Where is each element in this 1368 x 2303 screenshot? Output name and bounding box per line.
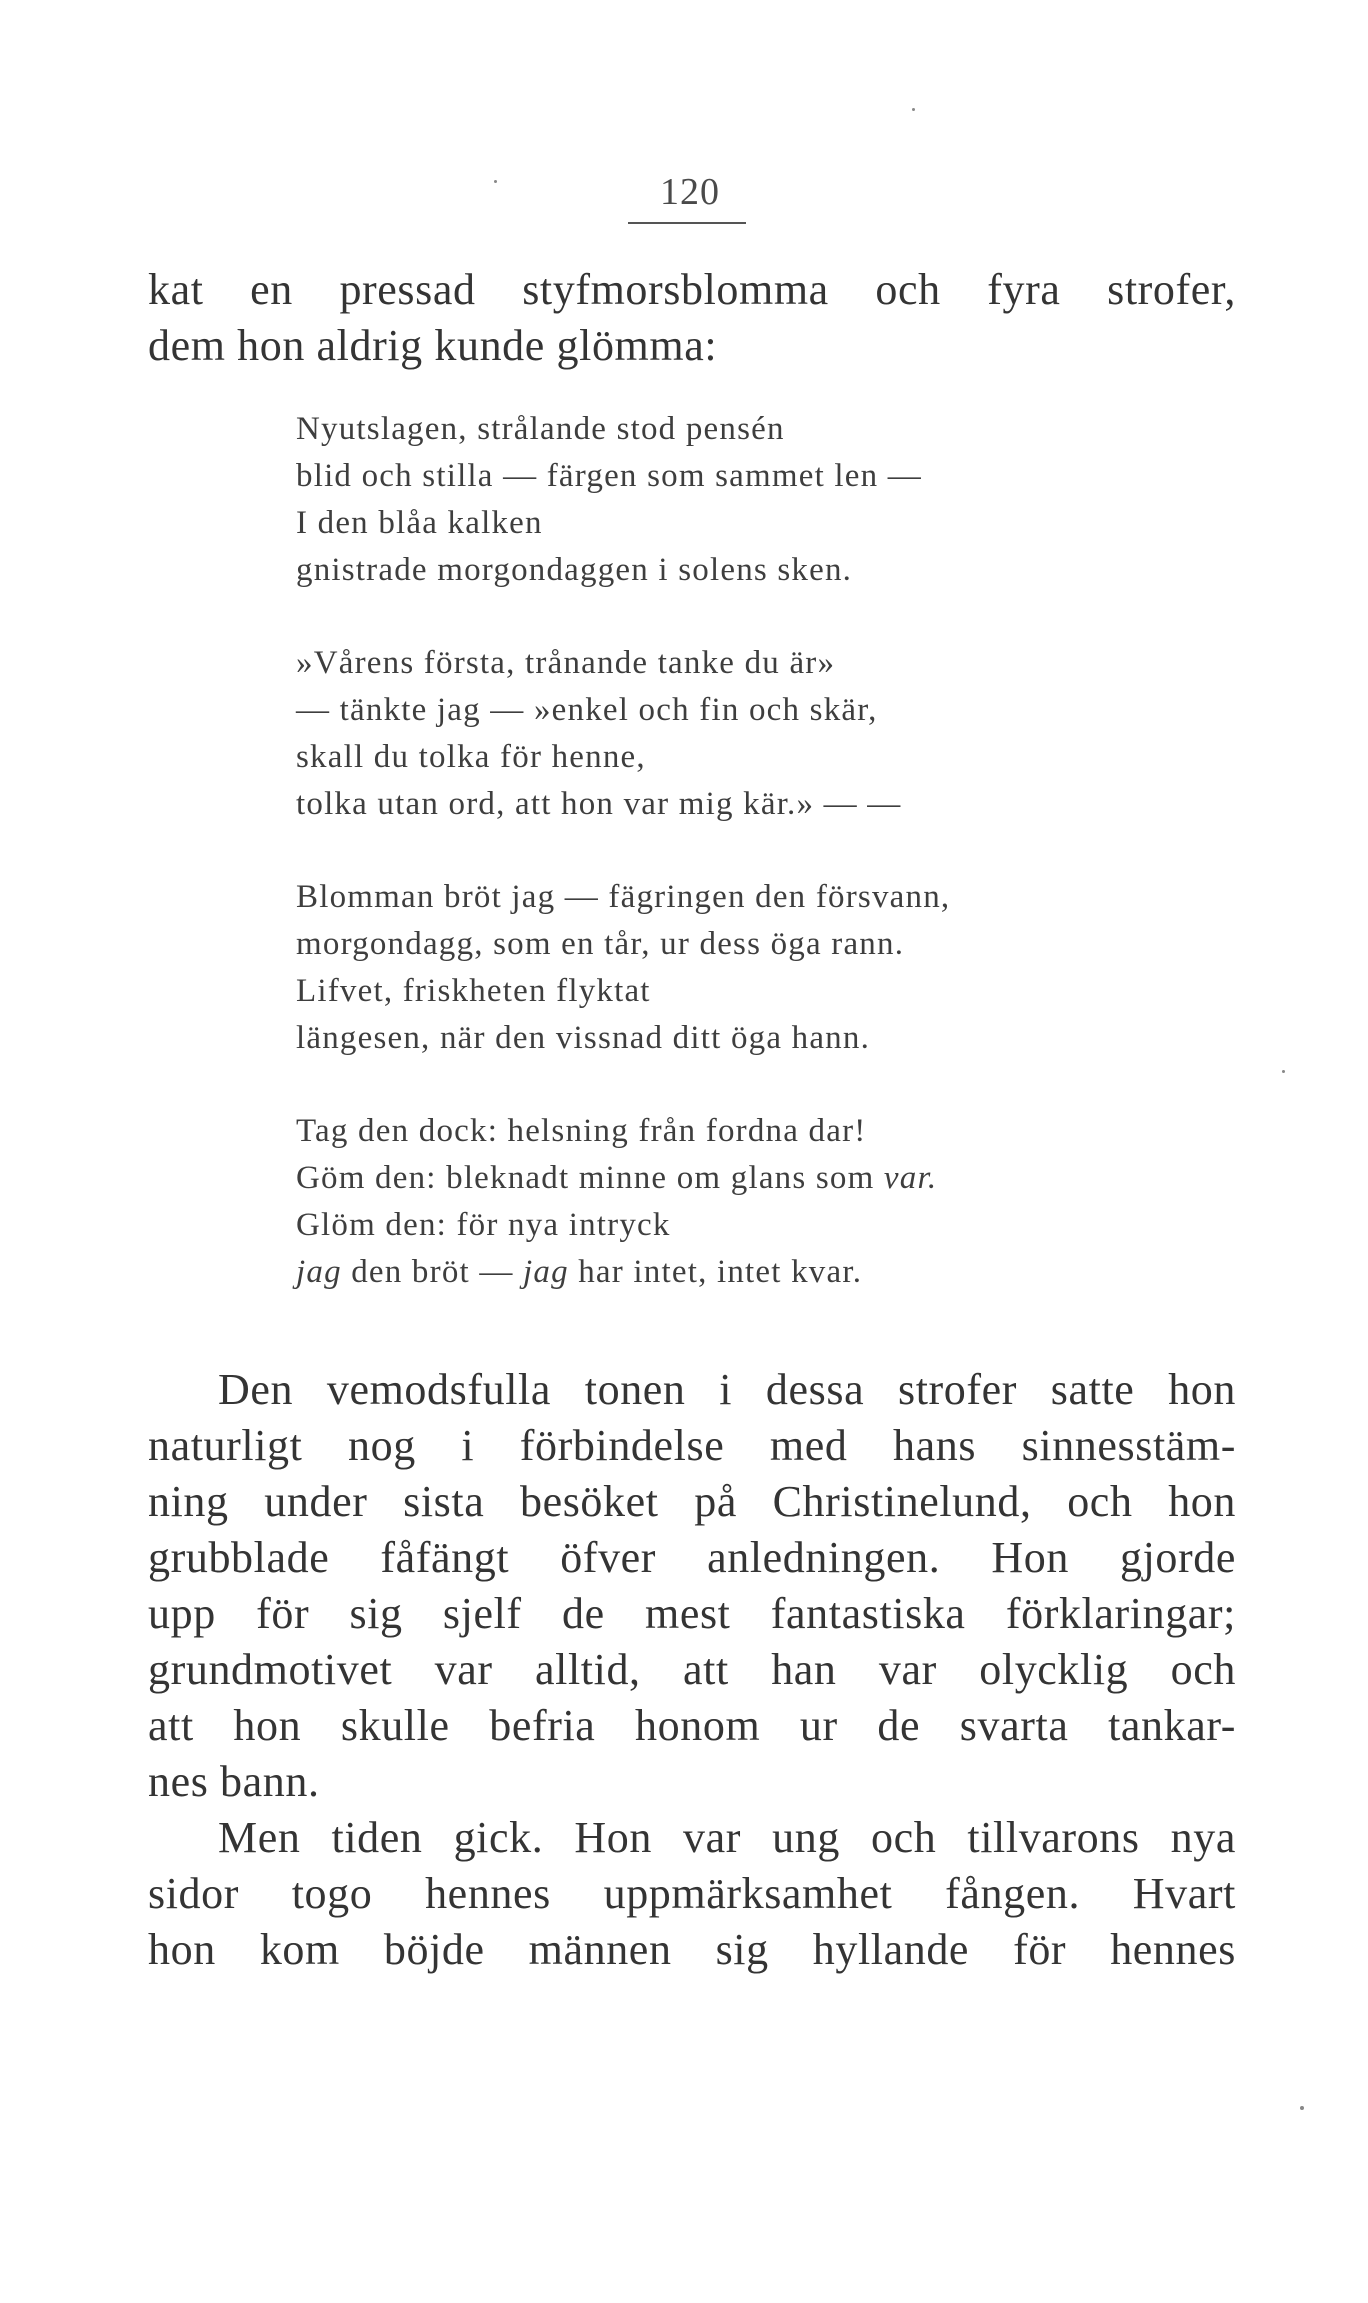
body-line: naturligt nog i förbindelse med hans sinnesstäm- — [148, 1421, 1236, 1470]
poem-line-text: har intet, intet kvar. — [578, 1254, 863, 1290]
body-line: nes bann. — [148, 1757, 320, 1806]
poem-line-text: Göm den: bleknadt minne om glans som — [296, 1160, 875, 1196]
body-line: Men tiden gick. Hon var ung och tillvarons nya — [218, 1813, 1236, 1862]
poem-line-text: den bröt — — [351, 1254, 514, 1290]
intro-line: dem hon aldrig kunde glömma: — [148, 321, 718, 370]
italic-word: var. — [883, 1160, 938, 1196]
poem-line: tolka utan ord, att hon var mig kär.» — — — [296, 786, 902, 822]
body-line: Den vemodsfulla tonen i dessa strofer satte hon — [218, 1365, 1236, 1414]
poem-stanza-1 — [296, 406, 1156, 594]
body-paragraph-2 — [148, 1810, 1236, 1978]
body-line: grundmotivet var alltid, att han var olycklig och — [148, 1645, 1236, 1694]
poem-line: I den blåa kalken — [296, 505, 543, 541]
poem-line: — tänkte jag — »enkel och fin och skär, — [296, 692, 878, 728]
intro-line: kat en pressad styfmorsblomma och fyra strofer, — [148, 265, 1236, 314]
poem-line: gnistrade morgondaggen i solens sken. — [296, 552, 853, 588]
body-line: sidor togo hennes uppmärksamhet fången. Hvart — [148, 1869, 1236, 1918]
poem-line: Tag den dock: helsning från fordna dar! — [296, 1113, 867, 1149]
italic-word: jag — [523, 1254, 569, 1290]
scan-speck — [494, 180, 497, 183]
poem-line: blid och stilla — färgen som sammet len — — [296, 458, 922, 494]
poem-line: skall du tolka för henne, — [296, 739, 646, 775]
poem-line — [296, 1155, 1156, 1202]
scan-speck — [912, 108, 915, 111]
body-line: att hon skulle befria honom ur de svarta tankar- — [148, 1701, 1236, 1750]
body-line: upp för sig sjelf de mest fantastiska förklaringar; — [148, 1589, 1236, 1638]
italic-word: jag — [296, 1254, 342, 1290]
poem-stanza-3 — [296, 874, 1156, 1062]
poem-line: morgondagg, som en tår, ur dess öga rann. — [296, 926, 905, 962]
scan-speck — [1300, 2106, 1304, 2110]
poem-stanza-4 — [296, 1108, 1156, 1296]
poem-line — [296, 1249, 1156, 1296]
page-number-rule — [628, 222, 746, 224]
body-line: ning under sista besöket på Christinelund, och hon — [148, 1477, 1236, 1526]
body-paragraph-1 — [148, 1362, 1236, 1810]
poem-line: »Vårens första, trånande tanke du är» — [296, 645, 836, 681]
page-number: 120 — [660, 171, 720, 213]
body-line: grubblade fåfängt öfver anledningen. Hon gjorde — [148, 1533, 1236, 1582]
scan-speck — [1282, 1070, 1285, 1073]
poem — [296, 406, 1156, 1342]
intro-paragraph — [148, 262, 1236, 374]
body-line: hon kom böjde männen sig hyllande för hennes — [148, 1925, 1236, 1974]
poem-line: Blomman bröt jag — fägringen den försvann, — [296, 879, 951, 915]
poem-line: Nyutslagen, strålande stod pensén — [296, 411, 785, 447]
poem-line: Glöm den: för nya intryck — [296, 1207, 671, 1243]
poem-line: längesen, när den vissnad ditt öga hann. — [296, 1020, 871, 1056]
poem-line: Lifvet, friskheten flyktat — [296, 973, 651, 1009]
poem-stanza-2 — [296, 640, 1156, 828]
